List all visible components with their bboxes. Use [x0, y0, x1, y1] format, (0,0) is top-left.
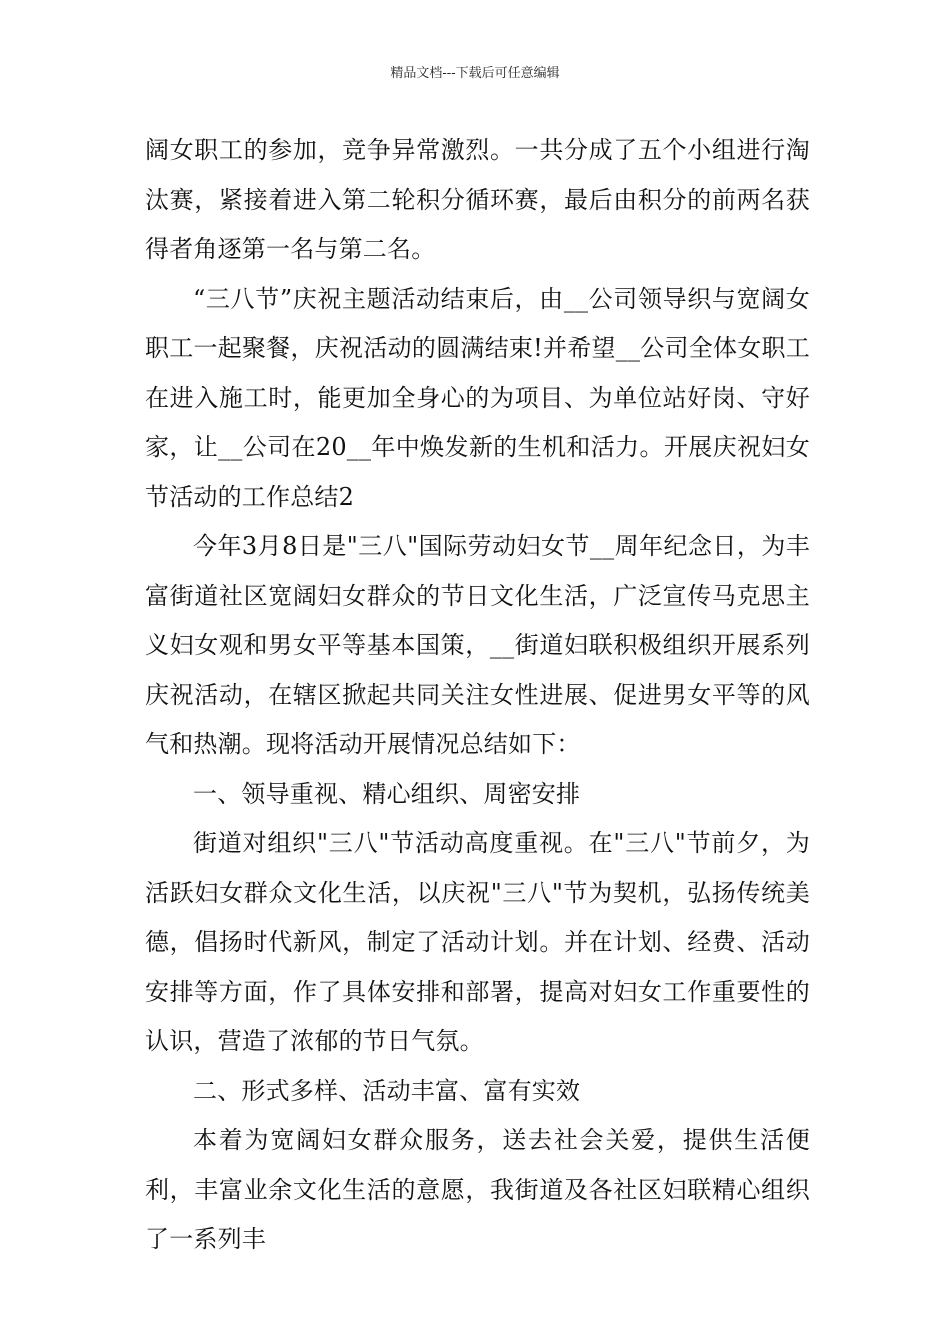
- paragraph-3: 今年3月8日是"三八"国际劳动妇女节__周年纪念日，为丰富街道社区宽阔妇女群众的节日文化生活，广泛宣传马克思主义妇女观和男女平等基本国策，__街道妇联积极组织开展系列庆祝活动，在辖区掀起共同关注女性进展、促进男女平等的风气和热潮。现将活动开展情况总结如下：: [145, 532, 810, 758]
- paragraph-1: 阔女职工的参加，竞争异常激烈。一共分成了五个小组进行淘汰赛，紧接着进入第二轮积分循环赛，最后由积分的前两名获得者角逐第一名与第二名。: [145, 136, 810, 263]
- section-heading-2: 二、形式多样、活动丰富、富有实效: [193, 1076, 581, 1105]
- paragraph-2: “三八节”庆祝主题活动结束后，由__公司领导织与宽阔女职工一起聚餐，庆祝活动的圆满结束!并希望__公司全体女职工在进入施工时，能更加全身心的为项目、为单位站好岗、守好家，让__公司在20__年中焕发新的生机和活力。开展庆祝妇女节活动的工作总结2: [145, 284, 810, 511]
- paragraph-5: 本着为宽阔妇女群众服务，送去社会关爱，提供生活便利，丰富业余文化生活的意愿，我街道及各社区妇联精心组织了一系列丰: [145, 1126, 810, 1253]
- section-heading-1: 一、领导重视、精心组织、周密安排: [193, 779, 581, 808]
- page-header: 精品文档---下载后可任意编辑: [390, 66, 560, 81]
- document-body: [145, 126, 810, 1265]
- paragraph-4: 街道对组织"三八"节活动高度重视。在"三八"节前夕，为活跃妇女群众文化生活，以庆祝"三八"节为契机，弘扬传统美德，倡扬时代新风，制定了活动计划。并在计划、经费、活动安排等方面，作了具体安排和部署，提高对妇女工作重要性的认识，营造了浓郁的节日气氛。: [145, 829, 810, 1055]
